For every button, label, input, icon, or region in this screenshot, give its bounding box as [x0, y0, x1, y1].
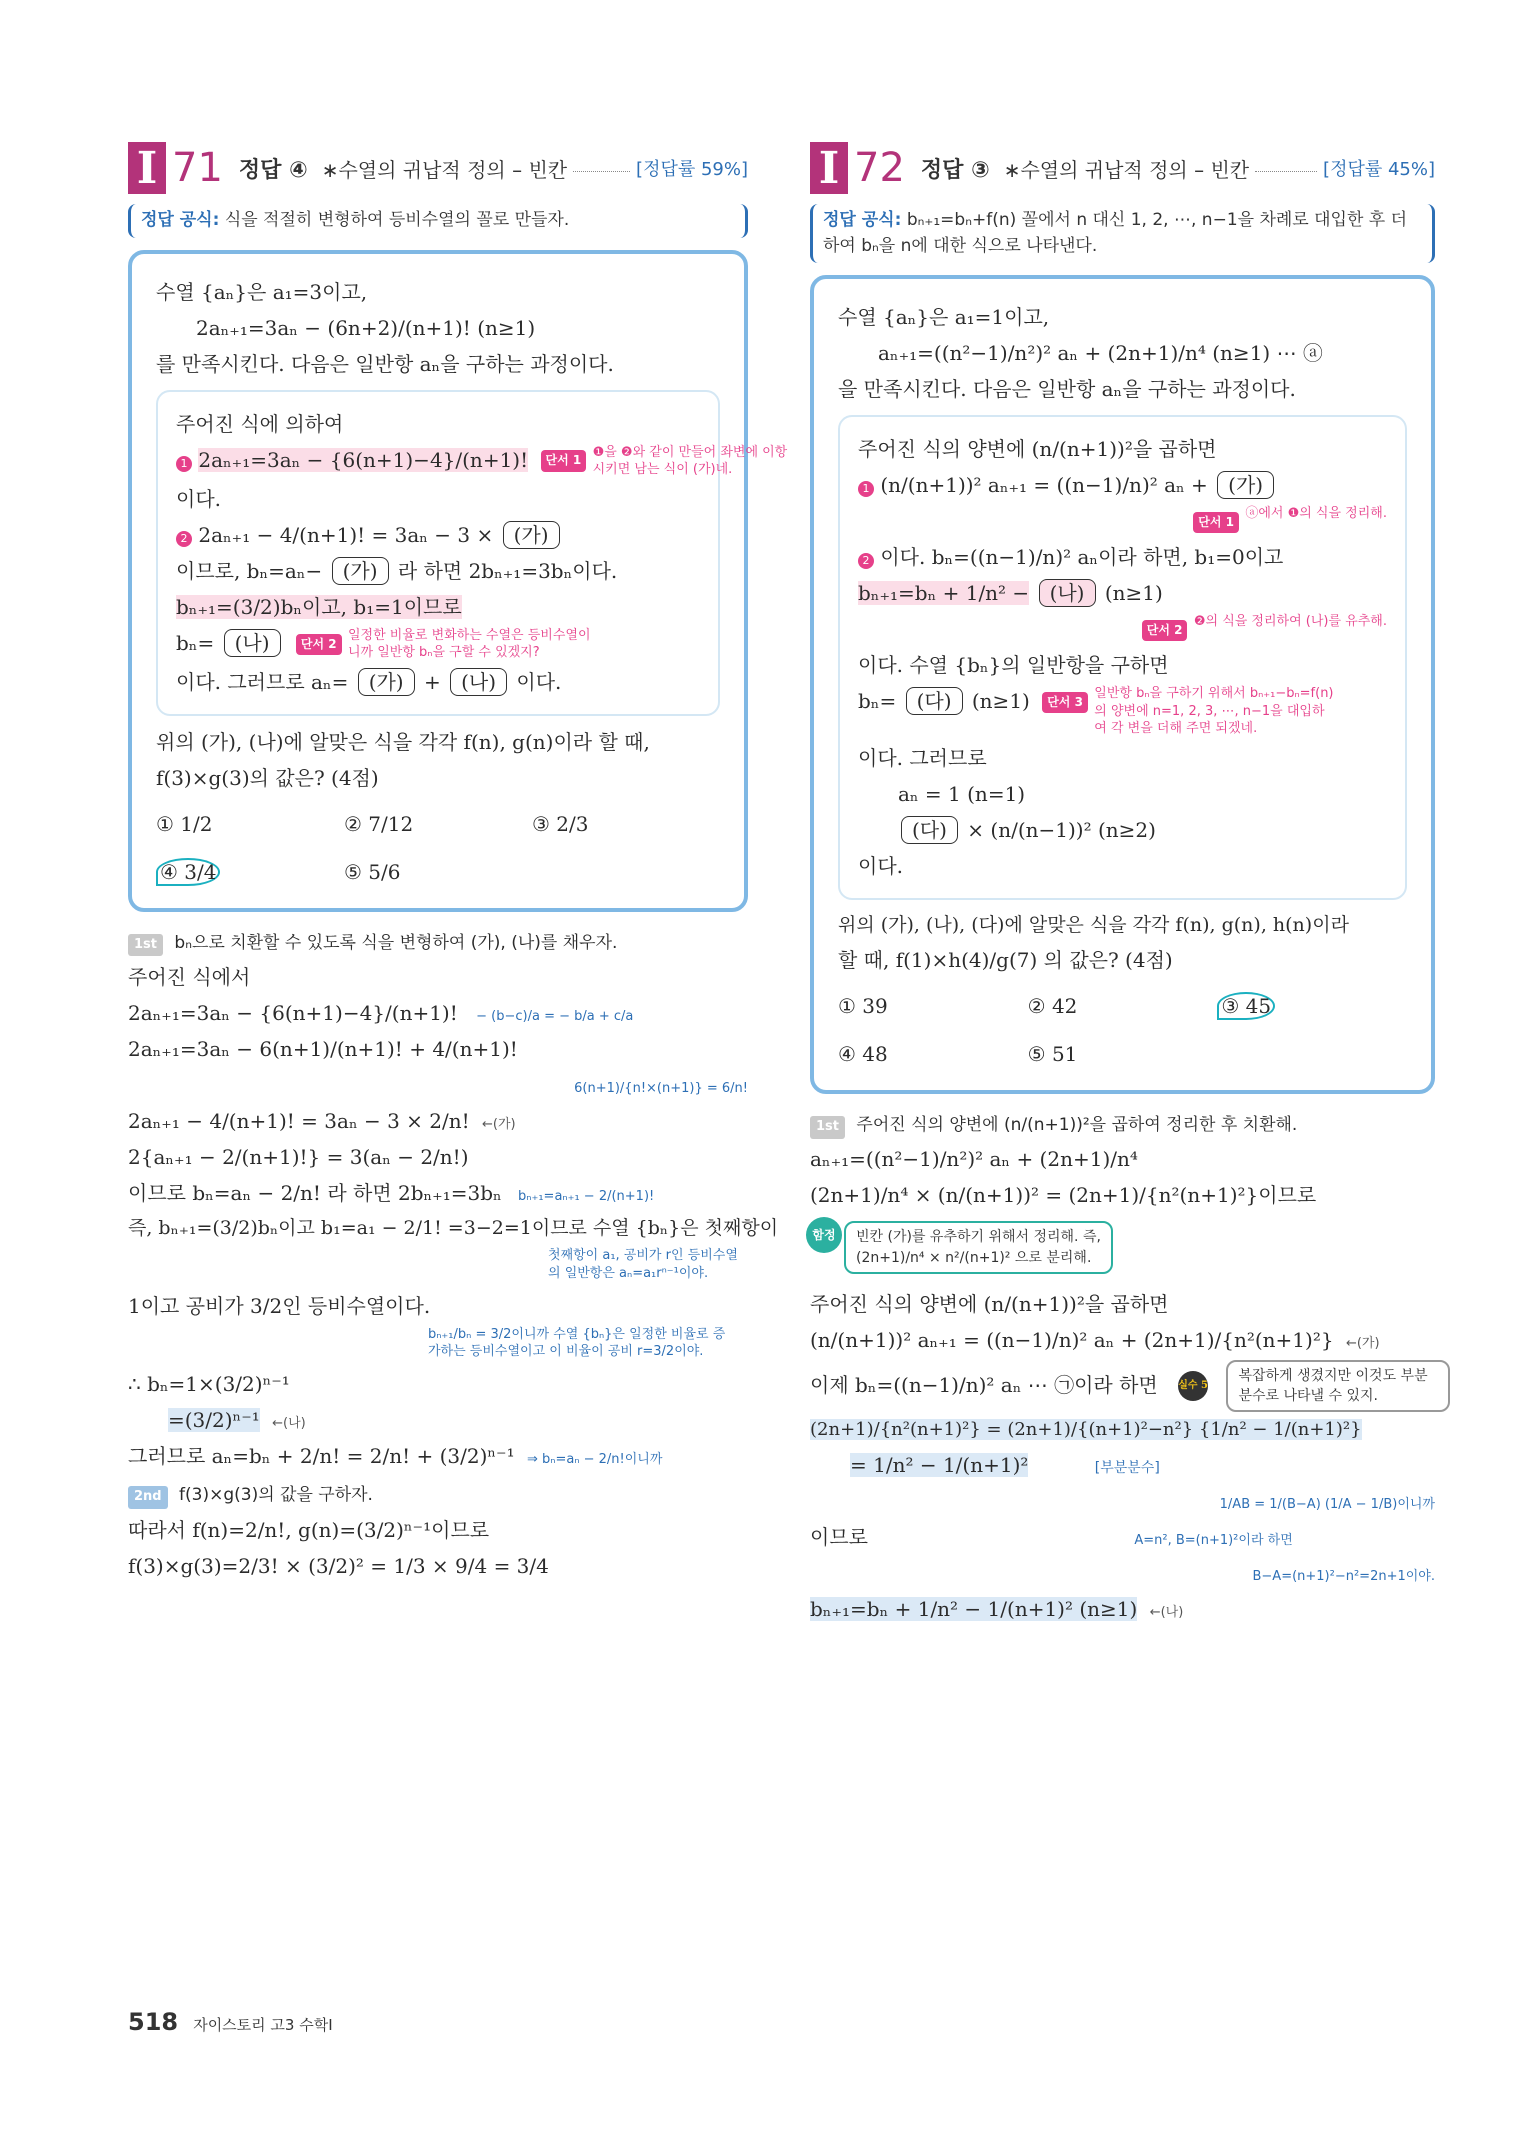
process-line: 이다. — [858, 853, 903, 878]
blank-ga: (가) — [1217, 471, 1274, 499]
process-box — [838, 415, 1407, 900]
step-badge-1st: 1st — [810, 1116, 845, 1139]
solution-equation: 이므로 bₙ=aₙ − 2/n! 라 하면 2bₙ₊₁=3bₙ — [128, 1180, 502, 1205]
question-line: 할 때, f(1)×h(4)/g(7) 의 값은? (4점) — [838, 948, 1173, 973]
clue-badge: 단서 3 — [1042, 692, 1088, 713]
side-note: ←(나) — [1149, 1605, 1184, 1621]
solution-line: 1이고 공비가 3/2인 등비수열이다. — [128, 1293, 431, 1318]
step-badge-1st: 1st — [128, 934, 163, 957]
solution-side-note-line — [810, 1485, 1435, 1517]
question-header — [128, 140, 748, 196]
dotted-leader — [573, 171, 630, 172]
topic-label: ∗수열의 귀납적 정의 – 빈칸 — [321, 157, 568, 182]
solution-side-note-line — [128, 1326, 748, 1365]
solution-line: ∴ bₙ=1×(3/2)ⁿ⁻¹ — [128, 1372, 290, 1397]
selected-choice-label: ③ 45 — [1217, 992, 1275, 1020]
solution-line: 2{aₙ₊₁ − 2/(n+1)!} = 3(aₙ − 2/n!) — [128, 1144, 469, 1169]
process-equation: 2aₙ₊₁ − 4/(n+1)! = 3aₙ − 3 × — [198, 522, 494, 547]
process-line: 이다. 그러므로 — [858, 745, 987, 770]
process-line — [858, 505, 1387, 537]
process-text: (n≥1) — [971, 689, 1030, 713]
question-line: 수열 {aₙ}은 a₁=1이고, — [838, 305, 1050, 329]
solution-line — [810, 1360, 1435, 1413]
choice-5[interactable]: ⑤ 51 — [1027, 1042, 1078, 1067]
dotted-leader — [1255, 171, 1317, 172]
side-note: 1/AB = 1/(B−A) (1/A − 1/B)이니까 — [1219, 1497, 1435, 1513]
answer-formula-note — [128, 204, 748, 238]
side-note: 6(n+1)/{n!×(n+1)} = 6/n! — [574, 1080, 748, 1096]
blank-na: (나) — [1039, 579, 1096, 607]
process-line: 주어진 식에 의하여 — [176, 411, 344, 436]
blank-na: (나) — [224, 629, 281, 657]
process-text: bₙ= — [176, 630, 215, 655]
solution-equation: = 1/n² − 1/(n+1)² — [850, 1453, 1029, 1478]
solution-side-note-line — [810, 1557, 1435, 1589]
side-note: bₙ₊₁/bₙ = 3/2이니까 수열 {bₙ}은 일정한 비율로 증가하는 등비수열이고 이 비율이 공비 r=3/2이야. — [428, 1326, 726, 1360]
side-note: bₙ₊₁=aₙ₊₁ − 2/(n+1)! — [518, 1188, 655, 1204]
process-line — [858, 469, 1387, 501]
process-equation: 2aₙ₊₁=3aₙ − {6(n+1)−4}/(n+1)! — [198, 447, 529, 472]
process-text: 이다. 그러므로 aₙ= — [176, 669, 349, 694]
process-line — [858, 814, 1387, 846]
process-equation: 이다. bₙ=((n−1)/n)² aₙ이라 하면, b₁=0이고 — [880, 545, 1284, 569]
right-column — [810, 140, 1435, 1629]
blank-ga: (가) — [332, 557, 389, 585]
choice-1[interactable]: ① 1/2 — [156, 811, 213, 836]
answer-label: 정답 ③ — [920, 157, 990, 183]
correct-rate: [정답률 59%] — [636, 159, 748, 180]
choice-4-selected[interactable] — [156, 856, 344, 888]
question-number-box — [810, 142, 905, 194]
question-line: f(3)×g(3)의 값은? (4점) — [156, 765, 379, 790]
solution-equation: (2n+1)/{n²(n+1)²} = (2n+1)/{(n+1)²−n²} {1/n² − 1/(n+1)²} — [810, 1419, 1362, 1441]
solution-line — [128, 1404, 748, 1436]
blank-da: (다) — [901, 816, 958, 844]
clue-note: ❷의 식을 정리하여 (나)를 유추해. — [1193, 614, 1387, 629]
solution-line — [810, 1324, 1435, 1356]
correct-rate: [정답률 45%] — [1323, 159, 1435, 180]
process-line: aₙ = 1 (n=1) — [898, 781, 1026, 806]
question-header — [810, 140, 1435, 196]
solution-equation: 2aₙ₊₁=3aₙ − {6(n+1)−4}/(n+1)! — [128, 1000, 458, 1025]
choice-3-selected[interactable] — [1217, 990, 1407, 1022]
clue-note: ⓐ에서 ❶의 식을 정리해. — [1245, 506, 1387, 521]
process-line — [176, 555, 700, 587]
process-line — [176, 519, 700, 551]
solution-step-title: bₙ으로 치환할 수 있도록 식을 변형하여 (가), (나)를 채우자. — [174, 932, 618, 953]
formula-label: 정답 공식: — [141, 210, 220, 230]
step-marker-2: 2 — [858, 553, 874, 569]
side-note: ←(가) — [482, 1116, 516, 1132]
topic-label: ∗수열의 귀납적 정의 – 빈칸 — [1003, 157, 1250, 182]
side-note: [부분분수] — [1094, 1460, 1160, 1477]
clue-badge: 단서 1 — [1193, 512, 1239, 533]
step-marker-1: 1 — [858, 481, 874, 497]
choice-2[interactable]: ② 42 — [1027, 994, 1078, 1019]
blank-ga: (가) — [358, 668, 415, 696]
solution-step-header — [810, 1112, 1435, 1139]
solution-line: 즉, bₙ₊₁=(3/2)bₙ이고 b₁=a₁ − 2/1! =3−2=1이므로 수열 {bₙ}은 첫째항이 — [128, 1216, 779, 1239]
blank-da: (다) — [906, 687, 963, 715]
unit-badge: I — [128, 142, 166, 194]
process-line — [176, 444, 788, 479]
solution-step-header — [128, 1482, 748, 1509]
process-equation: bₙ₊₁=(3/2)bₙ이고, b₁=1이므로 — [176, 594, 462, 619]
solution-equation: 2aₙ₊₁ − 4/(n+1)! = 3aₙ − 3 × 2/n! — [128, 1108, 470, 1133]
clue-note: 일정한 비율로 변화하는 수열은 등비수열이니까 일반항 bₙ을 구할 수 있겠지? — [347, 627, 591, 661]
answer-choices — [838, 990, 1407, 1070]
process-text: 이다. — [516, 669, 562, 694]
solution-line — [810, 1449, 1435, 1481]
solution-line: 주어진 식의 양변에 (n/(n+1))²을 곱하면 — [810, 1291, 1169, 1316]
solution-line — [128, 1105, 748, 1137]
solution-equation: =(3/2)ⁿ⁻¹ — [168, 1408, 260, 1433]
solution — [128, 930, 779, 1582]
solution-equation: (n/(n+1))² aₙ₊₁ = ((n−1)/n)² aₙ + (2n+1)/{n²(n+1)²} — [810, 1327, 1334, 1352]
question-line: 을 만족시킨다. 다음은 일반항 aₙ을 구하는 과정이다. — [838, 377, 1296, 401]
solution-equation: 그러므로 aₙ=bₙ + 2/n! = 2/n! + (3/2)ⁿ⁻¹ — [128, 1444, 515, 1469]
solution-line: aₙ₊₁=((n²−1)/n²)² aₙ + (2n+1)/n⁴ — [810, 1147, 1138, 1172]
step-marker-2: 2 — [176, 531, 192, 547]
unit-badge: I — [810, 142, 848, 194]
solution-line — [128, 1177, 748, 1209]
page-number: 518 — [128, 2008, 179, 2036]
answer-formula-note — [810, 204, 1435, 263]
choice-4[interactable]: ④ 48 — [838, 1042, 888, 1067]
question-line: 를 만족시킨다. 다음은 일반항 aₙ을 구하는 과정이다. — [156, 351, 614, 376]
step-badge-2nd: 2nd — [128, 1486, 168, 1509]
solution-text: 이므로 — [810, 1525, 868, 1550]
process-equation: bₙ₊₁=bₙ + 1/n² − — [858, 581, 1030, 605]
process-line — [176, 591, 700, 623]
solution-side-note-line — [128, 1069, 748, 1101]
process-line — [176, 666, 700, 698]
solution-line — [128, 1440, 748, 1472]
solution-line: f(3)×g(3)=2/3! × (3/2)² = 1/3 × 9/4 = 3/4 — [128, 1553, 549, 1578]
formula-label: 정답 공식: — [823, 210, 902, 230]
solution-line: 따라서 f(n)=2/n!, g(n)=(3/2)ⁿ⁻¹이므로 — [128, 1517, 490, 1542]
choice-2[interactable]: ② 7/12 — [344, 811, 414, 836]
solution — [810, 1112, 1435, 1625]
question-line: 위의 (가), (나), (다)에 알맞은 식을 각각 f(n), g(n), h(n)이라 — [838, 913, 1349, 936]
answer-choices — [156, 808, 720, 888]
process-line — [858, 541, 1387, 573]
process-text: bₙ= — [858, 689, 897, 713]
solution-side-note-line — [128, 1247, 748, 1286]
question-number: 71 — [172, 145, 223, 191]
process-equation: × (n/(n−1))² (n≥2) — [967, 817, 1156, 842]
process-line — [858, 613, 1387, 645]
question-box — [810, 275, 1435, 1094]
side-note: ←(나) — [272, 1416, 306, 1432]
page-footer — [128, 2008, 333, 2036]
solution-line: (2n+1)/n⁴ × (n/(n+1))² = (2n+1)/{n²(n+1)²}이므로 — [810, 1183, 1317, 1208]
choice-5[interactable]: ⑤ 5/6 — [344, 859, 401, 884]
question-box — [128, 250, 788, 912]
process-text: 이므로, bₙ=aₙ− — [176, 558, 323, 583]
process-text: + — [423, 669, 441, 694]
side-note: ←(가) — [1345, 1335, 1380, 1351]
solution-line: 2aₙ₊₁=3aₙ − 6(n+1)/(n+1)! + 4/(n+1)! — [128, 1036, 518, 1061]
process-text: (n≥1) — [1104, 581, 1163, 605]
left-column — [128, 140, 788, 1586]
trap-badge: 함정 — [806, 1217, 842, 1253]
solution-equation: 이제 bₙ=((n−1)/n)² aₙ ⋯ ㉠이라 하면 — [810, 1372, 1158, 1397]
question-number-box — [128, 142, 223, 194]
process-line — [858, 577, 1387, 609]
trap-tip-box — [812, 1221, 1113, 1274]
answer-label: 정답 ④ — [238, 157, 308, 183]
solution-step-title: f(3)×g(3)의 값을 구하자. — [179, 1485, 373, 1506]
question-number: 72 — [854, 145, 905, 191]
solution-line — [810, 1521, 1435, 1553]
step-marker-1: 1 — [176, 456, 192, 472]
solution-equation: bₙ₊₁=bₙ + 1/n² − 1/(n+1)² (n≥1) — [810, 1597, 1138, 1622]
clue-note: ❶을 ❷와 같이 만들어 좌변에 이항시키면 남는 식이 (가)네. — [592, 444, 788, 478]
solution-line — [810, 1593, 1435, 1625]
question-line: 위의 (가), (나)에 알맞은 식을 각각 f(n), g(n)이라 할 때, — [156, 729, 650, 754]
mistake-badge: 실수 5 — [1178, 1371, 1208, 1401]
solution-line — [128, 997, 748, 1029]
mistake-tip-box: 복잡하게 생겼지만 이것도 부분분수로 나타낼 수 있지. — [1226, 1360, 1450, 1413]
process-line — [176, 627, 700, 662]
book-title: 자이스토리 고3 수학Ⅰ — [193, 2016, 333, 2034]
choice-1[interactable]: ① 39 — [838, 994, 888, 1019]
process-line: 주어진 식의 양변에 (n/(n+1))²을 곱하면 — [858, 437, 1217, 461]
question-line: 수열 {aₙ}은 a₁=3이고, — [156, 279, 368, 304]
blank-ga: (가) — [503, 521, 560, 549]
solution-line — [810, 1416, 1435, 1445]
clue-badge: 단서 2 — [296, 634, 342, 655]
solution-step-title: 주어진 식의 양변에 (n/(n+1))²을 곱하여 정리한 후 치환해. — [856, 1115, 1298, 1136]
side-note: 첫째항이 a₁, 공비가 r인 등비수열의 일반항은 aₙ=a₁rⁿ⁻¹이야. — [548, 1248, 738, 1281]
process-line: 이다. 수열 {bₙ}의 일반항을 구하면 — [858, 653, 1169, 677]
blank-na: (나) — [450, 668, 507, 696]
selected-choice-label: ④ 3/4 — [156, 858, 220, 886]
formula-text: bₙ₊₁=bₙ+f(n) 꼴에서 n 대신 1, 2, ⋯, n−1을 차례로 대입한 후 더하여 bₙ을 n에 대한 식으로 나타낸다. — [823, 210, 1408, 256]
question-equation: 2aₙ₊₁=3aₙ − (6n+2)/(n+1)! (n≥1) — [196, 315, 536, 340]
choice-3[interactable]: ③ 2/3 — [532, 811, 589, 836]
process-line: 이다. — [176, 486, 221, 511]
question-equation: aₙ₊₁=((n²−1)/n²)² aₙ + (2n+1)/n⁴ (n≥1) ⋯ ⓐ — [878, 341, 1323, 365]
side-note: B−A=(n+1)²−n²=2n+1이야. — [1252, 1569, 1435, 1585]
process-line — [858, 685, 1387, 738]
tip-text: 빈칸 (가)를 유추하기 위해서 정리해. 즉, — [856, 1229, 1101, 1246]
process-box — [156, 390, 788, 716]
clue-note: 일반항 bₙ을 구하기 위해서 bₙ₊₁−bₙ=f(n)의 양변에 n=1, 2, 3, ⋯, n−1을 대입하여 각 변을 더해 주면 되겠네. — [1094, 686, 1334, 737]
process-text: 라 하면 2bₙ₊₁=3bₙ이다. — [397, 558, 618, 583]
side-note: − (b−c)/a = − b/a + c/a — [476, 1008, 634, 1024]
tip-text: (2n+1)/n⁴ × n²/(n+1)² 으로 분리해. — [856, 1249, 1092, 1266]
side-note: A=n², B=(n+1)²이라 하면 — [1134, 1533, 1293, 1549]
solution-step-header — [128, 930, 748, 957]
clue-badge: 단서 2 — [1142, 620, 1188, 641]
side-note: ⇒ bₙ=aₙ − 2/n!이니까 — [527, 1452, 663, 1468]
formula-text: 식을 적절히 변형하여 등비수열의 꼴로 만들자. — [224, 210, 570, 230]
process-equation: (n/(n+1))² aₙ₊₁ = ((n−1)/n)² aₙ + — [880, 473, 1208, 497]
solution-line: 주어진 식에서 — [128, 964, 251, 989]
clue-badge: 단서 1 — [541, 450, 587, 471]
